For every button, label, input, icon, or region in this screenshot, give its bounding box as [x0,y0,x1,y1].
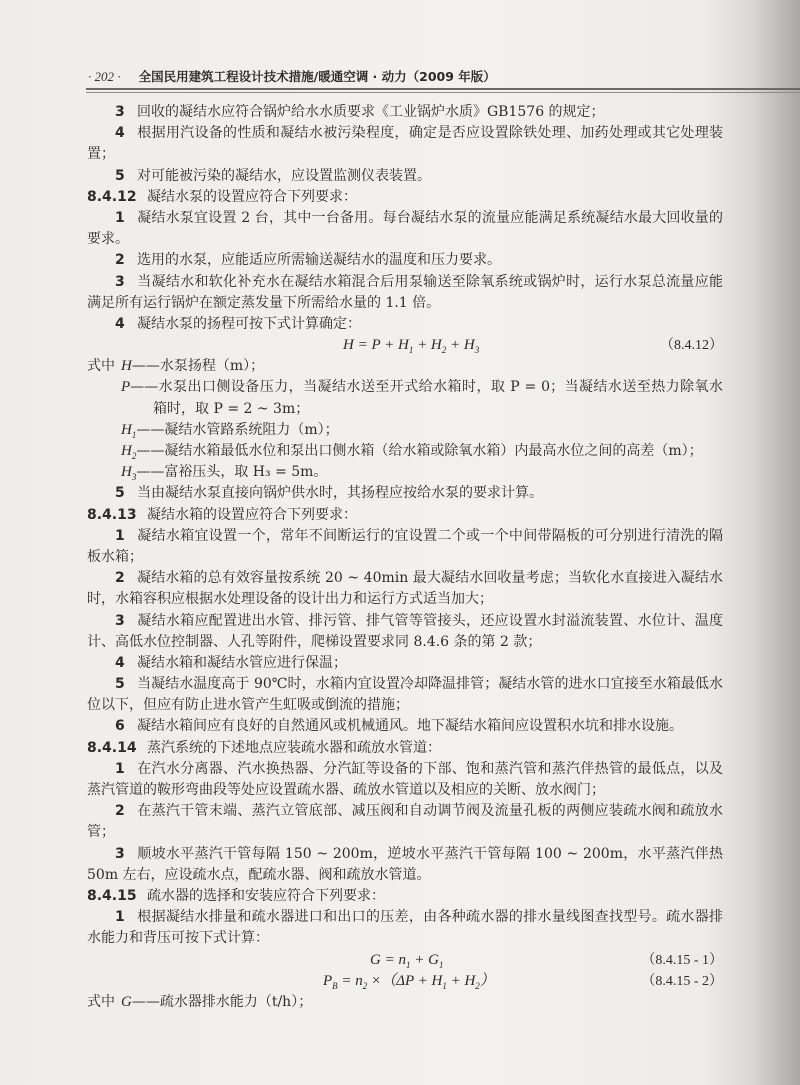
paragraph-line [87,907,723,928]
formula-subscript: 1 [131,429,137,440]
formula-part: + G [410,951,439,968]
formula-subscript: B [332,980,338,991]
item-number: 2 [115,570,125,587]
formula-part: H = P + H [343,337,409,354]
line-text: 要求。 [87,231,129,248]
variable-symbol [121,358,132,374]
formula-subscript: 2 [441,345,447,356]
formula-subscript: 3 [131,472,137,483]
line-text: 在蒸汽干管末端、蒸汽立管底部、减压阀和自动调节阀及流量孔板的两侧应装疏水阀和疏放水 [137,803,723,820]
paragraph-line [87,250,723,271]
where-prefix: 式中 [87,358,115,375]
item-number: 1 [115,909,125,926]
formula-subscript: 1 [408,345,414,356]
line-text: 凝结水箱和凝结水管应进行保温； [137,654,347,671]
equation-number: （8.4.15 - 2） [641,973,723,989]
line-text: 当凝结水和软化补充水在凝结水箱混合后用泵输送至除氧系统或锅炉时，运行水泵总流量应能 [137,273,723,290]
item-number: 6 [115,718,125,735]
paragraph-line [87,695,723,716]
line-text: 凝结水箱间应有良好的自然通风或机械通风。地下凝结水箱间应设置积水坑和排水设施。 [137,718,683,735]
variable-definition [87,441,723,462]
variable-definition [87,462,723,483]
page-body [87,102,723,1013]
definition-text: ——富裕压头，取 H₃ = 5m。 [136,464,328,481]
variable-definition [87,420,723,441]
definition-text: ——疏水器排水能力（t/h）； [131,993,313,1010]
item-number: 1 [115,209,125,226]
formula [370,952,443,968]
formula-part: G [121,993,132,1010]
line-text: 凝结水箱宜设置一个，常年不间断运行的宜设置二个或一个中间带隔板的可分别进行清洗的隔 [137,527,723,544]
formula-subscript: 2 [475,980,480,991]
item-number: 3 [115,104,125,120]
definition-text: ——凝结水箱最低水位和泵出口侧水箱（给水箱或除氧水箱）内最高水位之间的高差（m）； [136,443,703,459]
header-rule [86,88,800,93]
line-text: 蒸汽管道的鞍形弯曲段等处应设置疏水器、疏放水管道以及相应的关断、放水阀门； [87,782,605,798]
line-text: 顺坡水平蒸汽干管每隔 150 ~ 200m，逆坡水平蒸汽干管每隔 100 ~ 200m，水平蒸汽伴热 [137,845,723,862]
formula-line [87,971,723,992]
line-text: 时，水箱容积应根据水处理设备的设计出力和运行方式适当加大； [87,591,493,608]
formula-part: P [323,972,333,989]
paragraph-line [87,759,723,780]
variable-definition [87,377,723,398]
formula-subscript: 1 [442,980,447,991]
line-text: 管； [87,824,115,841]
formula-part: ） [479,972,495,989]
paragraph-line [87,144,723,165]
line-text: 根据用汽设备的性质和凝结水被污染程度，确定是否应设置除铁处理、加药处理或其它处理装 [137,125,723,142]
line-text: 当由凝结水泵直接向锅炉供水时，其扬程应按给水泵的要求计算。 [137,485,543,502]
paragraph-line [87,822,723,843]
definition-text: ——凝结水管路系统阻力（m）； [136,421,339,438]
variable-definition [87,356,723,377]
item-number: 4 [115,125,125,142]
item-number: 4 [115,654,125,671]
line-text: 凝结水泵宜设置 2 台，其中一台备用。每台凝结水泵的流量应能满足系统凝结水最大回收量的 [137,209,723,226]
paragraph-line [87,589,723,610]
paragraph-line [87,865,723,886]
line-text: 50m 左右，应设疏水点，配疏水器、阀和疏放水管道。 [87,866,431,883]
equation-number: （8.4.15 - 1） [641,952,723,968]
paragraph-line [87,483,723,504]
line-text: 凝结水泵的扬程可按下式计算确定： [137,315,361,332]
section-number: 8.4.15 [87,887,137,904]
item-number: 1 [115,527,125,544]
equation-number: （8.4.12） [660,338,723,354]
line-text: 选用的水泵，应能适应所需输送凝结水的温度和压力要求。 [137,252,501,269]
definition-text: ——水泵扬程（m）； [131,358,265,375]
line-text: 置； [87,146,115,163]
definition-text: ——水泵出口侧设备压力，当凝结水送至开式给水箱时，取 P = 0；当凝结水送至热力除氧水 [130,379,723,396]
paragraph-line [87,928,723,949]
section-heading [87,187,723,208]
line-text: 凝结水箱应配置进出水管、排污管、排气管等管接头，还应设置水封溢流装置、水位计、温度 [137,612,723,629]
variable-symbol [121,443,136,459]
line-text: 回收的凝结水应符合锅炉给水水质要求《工业锅炉水质》GB1576 的规定； [137,104,605,120]
page-number: · 202 · [88,69,121,84]
line-text: 水能力和背压可按下式计算： [87,930,269,947]
paragraph-line [87,272,723,293]
formula-part: ×（ΔP + H [367,972,443,989]
formula-subscript: 2 [131,451,137,461]
section-number: 8.4.12 [87,188,137,205]
where-prefix: 式中 [87,993,115,1010]
formula-part: P [121,379,131,396]
paragraph-line [87,653,723,674]
variable-symbol [121,464,137,483]
section-heading [87,505,723,526]
line-text: 凝结水箱的总有效容量按系统 20 ~ 40min 最大凝结水回收量考虑；当软化水直接进入凝结水 [137,570,723,587]
item-number: 5 [115,167,125,184]
paragraph-line [87,208,723,229]
section-title: 凝结水泵的设置应符合下列要求： [147,188,357,205]
variable-definition [87,992,723,1013]
paragraph-line [87,166,723,187]
item-number: 3 [115,845,125,862]
paragraph-line [87,780,723,801]
formula-subscript: 1 [438,959,444,970]
paragraph-line [87,547,723,568]
formula-line [87,950,723,971]
item-number: 1 [115,760,125,777]
section-heading [87,738,723,759]
formula-part: H [121,421,132,438]
item-number: 2 [115,252,125,269]
paragraph-line [87,632,723,653]
formula-part: H [121,464,132,481]
item-number: 2 [115,803,125,820]
formula-part: H [121,443,132,459]
item-number: 3 [115,273,125,290]
paragraph-line [87,526,723,547]
formula [323,973,495,989]
line-text: 满足所有运行锅炉在额定蒸发量下所需给水量的 1.1 倍。 [87,294,441,311]
variable-definition [87,399,723,420]
line-text: 板水箱； [87,548,143,565]
line-text: 当凝结水温度高于 90℃时，水箱内宜设置冷却降温排管；凝结水管的进水口宜接至水箱最低水 [137,676,723,693]
formula-part: + H [413,337,442,354]
variable-symbol [121,379,130,395]
variable-symbol [121,994,132,1010]
formula-subscript: 3 [474,345,480,356]
section-number: 8.4.13 [87,506,137,523]
paragraph-line [87,801,723,822]
line-text: 对可能被污染的凝结水，应设置监测仪表装置。 [137,167,431,184]
formula-part: + H [446,337,475,354]
paragraph-line [87,568,723,589]
paragraph-line [87,611,723,632]
paragraph-line [87,314,723,335]
paragraph-line [87,293,723,314]
formula [343,337,480,356]
paragraph-line [87,716,723,737]
item-number: 3 [115,612,125,629]
formula-part: = n [337,972,363,989]
running-header [88,67,496,85]
section-title: 疏水器的选择和安装应符合下列要求： [147,887,385,904]
paragraph-line [87,123,723,144]
section-number: 8.4.14 [87,739,137,756]
formula-subscript: 2 [362,980,368,991]
formula-line [87,335,723,356]
line-text: 根据凝结水排量和疏水器进口和出口的压差，由各种疏水器的排水量线图查找型号。疏水器排 [137,909,723,926]
paragraph-line [87,844,723,865]
line-text: 在汽水分离器、汽水换热器、分汽缸等设备的下部、饱和蒸汽管和蒸汽伴热管的最低点，以及 [137,760,723,777]
line-text: 计、高低水位控制器、人孔等附件，爬梯设置要求同 8.4.6 条的第 2 款； [87,633,542,650]
item-number: 5 [115,485,125,502]
formula-part: G = n [370,951,406,968]
line-text: 位以下，但应有防止进水管产生虹吸或倒流的措施； [87,697,409,714]
formula-part: H [121,358,132,375]
paragraph-line [87,229,723,250]
formula-part: + H [446,972,476,989]
section-heading [87,886,723,907]
item-number: 5 [115,676,125,693]
section-title: 凝结水箱的设置应符合下列要求： [147,506,357,523]
book-title: 全国民用建筑工程设计技术措施/暖通空调 · 动力（2009 年版） [138,69,496,84]
definition-text: 箱时，取 P = 2 ~ 3m； [153,400,310,417]
section-title: 蒸汽系统的下述地点应装疏水器和疏放水管道： [147,739,441,756]
item-number: 4 [115,315,125,332]
paragraph-line [87,674,723,695]
formula-subscript: 1 [405,959,411,970]
variable-symbol [121,422,136,438]
paragraph-line [87,102,723,123]
